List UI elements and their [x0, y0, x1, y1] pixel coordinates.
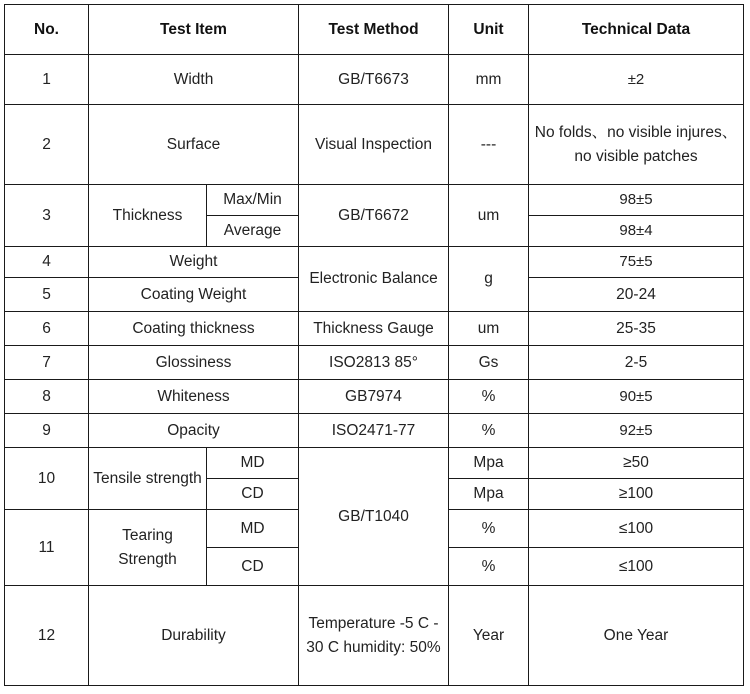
test-item-cell: Coating Weight [89, 278, 299, 312]
table-row [5, 380, 744, 414]
technical-data-cell: ≥100 [529, 479, 744, 510]
table-row [5, 247, 744, 278]
test-item-cell: Glossiness [89, 346, 299, 380]
table-row [5, 312, 744, 346]
table-row [5, 414, 744, 448]
header-technical-data: Technical Data [529, 5, 744, 55]
unit-cell: % [449, 380, 529, 414]
technical-data-cell: 20-24 [529, 278, 744, 312]
sub-item-cell: MD [207, 510, 299, 548]
sub-item-cell: CD [207, 479, 299, 510]
test-method-cell: ISO2471-77 [299, 414, 449, 448]
test-method-cell: GB/T6672 [299, 185, 449, 247]
row-number: 1 [5, 55, 89, 105]
unit-cell: Gs [449, 346, 529, 380]
test-item-cell: Thickness [89, 185, 207, 247]
unit-cell: Mpa [449, 479, 529, 510]
table-header-row [5, 5, 744, 55]
row-number: 5 [5, 278, 89, 312]
header-unit: Unit [449, 5, 529, 55]
sub-item-cell: Max/Min [207, 185, 299, 216]
test-method-cell: Temperature -5 C - 30 C humidity: 50% [299, 586, 449, 686]
test-method-cell: GB/T1040 [299, 448, 449, 586]
unit-cell: % [449, 548, 529, 586]
technical-data-cell: ≤100 [529, 510, 744, 548]
unit-cell: um [449, 312, 529, 346]
technical-data-cell: ±2 [529, 55, 744, 105]
unit-cell: % [449, 414, 529, 448]
test-method-cell: Electronic Balance [299, 247, 449, 312]
technical-data-cell: 75±5 [529, 247, 744, 278]
test-item-cell: Surface [89, 105, 299, 185]
technical-data-cell: 90±5 [529, 380, 744, 414]
table-row [5, 55, 744, 105]
test-item-cell: Coating thickness [89, 312, 299, 346]
unit-cell: Mpa [449, 448, 529, 479]
table-row [5, 105, 744, 185]
test-method-cell: GB7974 [299, 380, 449, 414]
row-number: 10 [5, 448, 89, 510]
test-item-cell: Weight [89, 247, 299, 278]
test-item-cell: Durability [89, 586, 299, 686]
technical-data-cell: ≥50 [529, 448, 744, 479]
header-no: No. [5, 5, 89, 55]
unit-cell: --- [449, 105, 529, 185]
unit-cell: % [449, 510, 529, 548]
header-test-method: Test Method [299, 5, 449, 55]
table-row [5, 346, 744, 380]
test-item-cell: Tensile strength [89, 448, 207, 510]
row-number: 2 [5, 105, 89, 185]
test-method-cell: Thickness Gauge [299, 312, 449, 346]
sub-item-cell: Average [207, 216, 299, 247]
technical-data-cell: No folds、no visible injures、no visible patches [529, 105, 744, 185]
row-number: 11 [5, 510, 89, 586]
technical-data-cell: 98±5 [529, 185, 744, 216]
unit-cell: mm [449, 55, 529, 105]
row-number: 3 [5, 185, 89, 247]
test-item-cell: Tearing Strength [89, 510, 207, 586]
row-number: 6 [5, 312, 89, 346]
technical-data-cell: 92±5 [529, 414, 744, 448]
header-test-item: Test Item [89, 5, 299, 55]
row-number: 7 [5, 346, 89, 380]
row-number: 8 [5, 380, 89, 414]
technical-data-cell: ≤100 [529, 548, 744, 586]
technical-data-cell: 2-5 [529, 346, 744, 380]
sub-item-cell: CD [207, 548, 299, 586]
test-item-cell: Width [89, 55, 299, 105]
unit-cell: um [449, 185, 529, 247]
table-row [5, 185, 744, 216]
unit-cell: Year [449, 586, 529, 686]
table-row [5, 448, 744, 479]
specification-table [4, 4, 744, 686]
test-method-cell: GB/T6673 [299, 55, 449, 105]
technical-data-cell: 25-35 [529, 312, 744, 346]
sub-item-cell: MD [207, 448, 299, 479]
technical-data-cell: One Year [529, 586, 744, 686]
test-method-cell: Visual Inspection [299, 105, 449, 185]
test-method-cell: ISO2813 85° [299, 346, 449, 380]
unit-cell: g [449, 247, 529, 312]
test-item-cell: Opacity [89, 414, 299, 448]
technical-data-cell: 98±4 [529, 216, 744, 247]
row-number: 4 [5, 247, 89, 278]
table-row [5, 586, 744, 686]
row-number: 12 [5, 586, 89, 686]
row-number: 9 [5, 414, 89, 448]
test-item-cell: Whiteness [89, 380, 299, 414]
